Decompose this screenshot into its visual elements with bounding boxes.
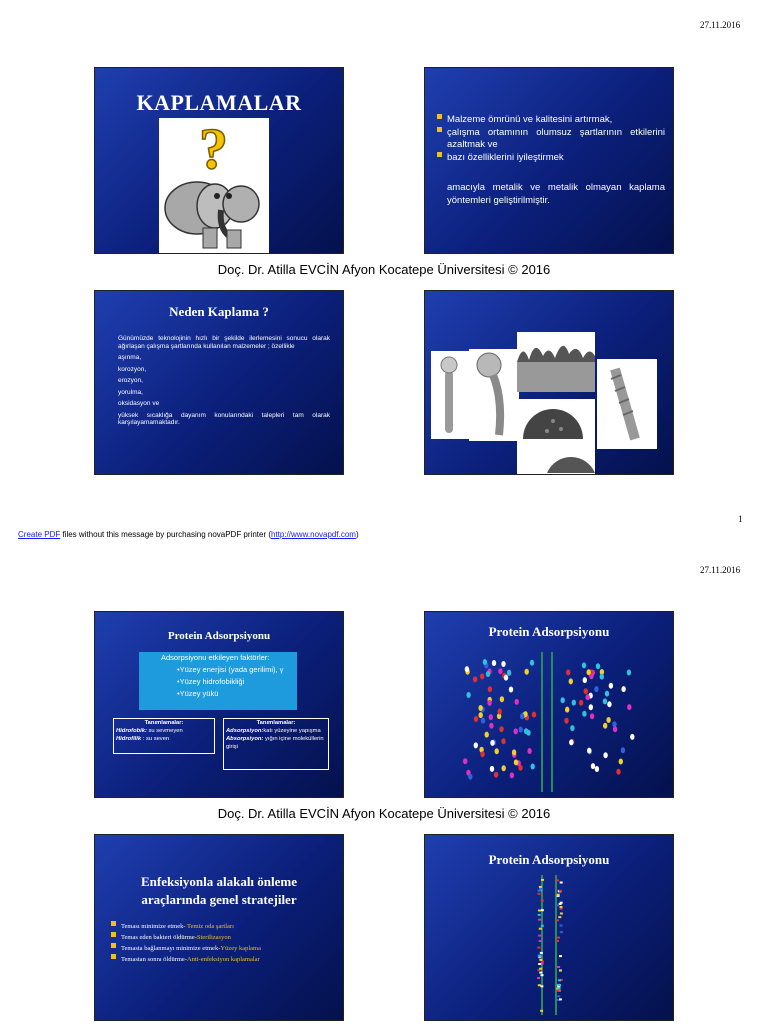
factor-item: •Yüzey hidrofobikliği	[177, 677, 245, 686]
protein-molecule	[586, 694, 590, 700]
slide-title: KAPLAMALAR	[136, 90, 302, 115]
adsorbed-protein	[541, 909, 544, 911]
protein-molecule	[627, 704, 631, 710]
slide-amac	[424, 67, 674, 254]
protein-molecule	[530, 660, 534, 666]
protein-molecule	[594, 686, 598, 692]
list-item	[111, 954, 339, 965]
amac-list	[437, 114, 665, 164]
protein-molecule	[603, 698, 607, 704]
protein-molecule	[566, 669, 570, 675]
protein-molecule	[613, 726, 617, 732]
adsorbed-protein	[538, 910, 541, 912]
adsorbed-protein	[560, 931, 563, 933]
protein-molecule	[569, 739, 573, 745]
neden-body	[118, 335, 330, 427]
protein-molecule	[606, 717, 610, 723]
adsorbed-protein	[558, 916, 561, 918]
adsorbed-protein	[541, 900, 544, 902]
adsorbed-protein	[538, 984, 541, 986]
list-item	[111, 932, 339, 943]
protein-molecule	[607, 701, 611, 707]
list-item: bazı özelliklerini iyileştirmek	[437, 152, 665, 165]
adsorbed-protein	[539, 968, 542, 970]
protein-molecule	[500, 696, 504, 702]
protein-molecule	[561, 697, 565, 703]
protein-molecule	[501, 661, 505, 667]
protein-molecule	[596, 663, 600, 669]
factor-item: •Yüzey enerjisi (yada gerilimi), γ	[177, 665, 284, 674]
protein-molecule	[572, 700, 576, 706]
adsorbed-protein	[559, 998, 562, 1000]
protein-molecule	[519, 727, 523, 733]
protein-molecule	[488, 686, 492, 692]
protein-molecule	[565, 707, 569, 713]
protein-molecule	[621, 747, 625, 753]
protein-molecule	[509, 687, 513, 693]
author-line: Doç. Dr. Atilla EVCİN Afyon Kocatepe Üniversitesi © 2016	[217, 806, 551, 821]
protein-molecule	[612, 721, 616, 727]
adsorbed-protein	[540, 952, 543, 954]
protein-molecule	[595, 766, 599, 772]
adsorbed-proteins	[425, 835, 674, 1021]
protein-molecule	[630, 734, 634, 740]
adsorbed-protein	[560, 882, 563, 884]
footer-end: )	[355, 530, 359, 539]
adsorbed-protein	[538, 893, 541, 895]
strategy-text: Temas eden bakteri öldürme-	[121, 934, 197, 941]
protein-molecule	[490, 766, 494, 772]
amac-text: amacıyla metalik ve metalik olmayan kaplama yöntemleri geliştirilmiştir.	[447, 182, 665, 206]
adsorbed-protein	[539, 972, 542, 974]
protein-molecule	[465, 666, 469, 672]
protein-molecule	[570, 725, 574, 731]
strategy-highlight: Anti-enfeksiyon kaplamalar	[186, 956, 260, 963]
protein-molecule	[473, 676, 477, 682]
adsorbed-protein	[537, 947, 540, 949]
adsorbed-protein	[556, 879, 559, 881]
protein-molecule	[492, 660, 496, 666]
factors-box	[139, 652, 297, 710]
protein-molecule	[501, 738, 505, 744]
porous-coating-photo	[517, 332, 595, 392]
strategy-highlight: Yüzey kaplama	[220, 945, 261, 952]
adsorbed-protein	[538, 963, 541, 965]
protein-molecule	[526, 730, 530, 736]
adsorbed-protein	[557, 894, 560, 896]
protein-molecule	[603, 752, 607, 758]
protein-molecule	[474, 716, 478, 722]
definitions-right	[223, 718, 329, 770]
protein-molecule	[514, 759, 518, 765]
protein-molecule	[502, 765, 506, 771]
adsorbed-protein	[560, 913, 563, 915]
strategy-list	[111, 921, 339, 965]
protein-molecule	[520, 713, 524, 719]
protein-molecule	[527, 748, 531, 754]
protein-molecule	[569, 678, 573, 684]
protein-molecule	[507, 670, 511, 676]
adsorbed-protein	[540, 985, 543, 987]
protein-molecule	[579, 700, 583, 706]
protein-molecule	[498, 668, 502, 674]
protein-molecule	[514, 728, 518, 734]
page2-date: 27.11.2016	[700, 565, 741, 575]
author-line: Doç. Dr. Atilla EVCİN Afyon Kocatepe Üniversitesi © 2016	[217, 262, 551, 277]
protein-molecule	[616, 769, 620, 775]
protein-molecule	[479, 712, 483, 718]
protein-molecule	[512, 749, 516, 755]
protein-molecule	[463, 758, 467, 764]
term: Hidrofobik:	[116, 728, 147, 734]
adsorbed-protein	[541, 974, 544, 976]
protein-molecule	[481, 718, 485, 724]
protein-molecule	[603, 723, 607, 729]
adsorbed-protein	[558, 979, 561, 981]
adsorbed-protein	[556, 904, 559, 906]
protein-molecule	[487, 700, 491, 706]
protein-molecule	[490, 740, 494, 746]
list-item	[111, 921, 339, 932]
protein-molecule	[489, 714, 493, 720]
protein-molecule	[589, 704, 593, 710]
protein-molecule	[619, 759, 623, 765]
adsorbed-protein	[538, 914, 541, 916]
protein-molecule	[584, 688, 588, 694]
adsorbed-protein	[557, 995, 560, 997]
adsorbed-protein	[559, 970, 562, 972]
neden-line: korozyon,	[118, 365, 147, 373]
page-number: 1	[738, 514, 743, 524]
protein-molecule	[480, 751, 484, 757]
acetabular-cup-photo	[517, 399, 595, 474]
slide-protein-adsorption-diagram	[424, 611, 674, 798]
adsorbed-protein	[539, 886, 542, 888]
protein-molecule	[480, 673, 484, 679]
protein-molecule	[468, 774, 472, 780]
slide-title: Protein Adsorpsiyonu	[167, 630, 271, 642]
term: Adsorpsiyon:	[226, 728, 264, 734]
factor-item: •Yüzey yükü	[177, 689, 219, 698]
adsorbed-protein	[539, 959, 542, 961]
protein-molecule	[510, 772, 514, 778]
protein-molecule	[532, 712, 536, 718]
strategy-text: Teması minimize etmek-	[121, 923, 188, 930]
hip-implant-photo	[431, 351, 469, 439]
slide-title: Protein Adsorpsiyonu	[488, 852, 610, 867]
protein-molecule	[587, 748, 591, 754]
slide-title: Neden Kaplama ?	[169, 304, 269, 319]
adsorbed-protein	[539, 940, 542, 942]
protein-molecule	[474, 742, 478, 748]
strategy-text: Temastan sonra öldürme-	[121, 956, 187, 963]
definitions-title: Tanımlamalar:	[144, 720, 184, 726]
protein-molecule	[605, 691, 609, 697]
slide-title: Enfeksiyonla alakalı önleme araçlarında genel stratejiler	[140, 874, 298, 907]
definition: katı yüzeyine yapışma	[263, 728, 321, 734]
adsorbed-protein	[541, 879, 544, 881]
definitions-left	[113, 718, 215, 754]
adsorbed-protein	[538, 919, 541, 921]
slide-kaplamalar	[94, 67, 344, 254]
protein-molecule	[483, 659, 487, 665]
pdf-footer	[18, 530, 359, 539]
protein-molecule	[590, 713, 594, 719]
neden-line: yorulma,	[118, 388, 143, 396]
adsorbed-protein	[557, 966, 560, 968]
svg-text:?: ?	[199, 118, 228, 181]
term: Hidrofilik	[116, 736, 142, 742]
adsorbed-protein	[557, 937, 560, 939]
slide-protein-factors	[94, 611, 344, 798]
neden-outro: yüksek sıcaklığa dayanım konularındaki talepleri tam olarak karşılayamamaktadır.	[118, 411, 330, 426]
protein-molecule	[582, 711, 586, 717]
slide-protein-adsorption-surface	[424, 834, 674, 1021]
adsorbed-protein	[557, 990, 560, 992]
neden-intro: Günümüzde teknolojinin hızlı bir şekilde ilerlemesini sonucu olarak ağırlaşan çalışma şartlarında kullanılan malzemeler ; özellikle	[118, 335, 330, 350]
slide-strategies	[94, 834, 344, 1021]
slide-title: Protein Adsorpsiyonu	[488, 624, 610, 639]
definition: su sevmeyen	[146, 728, 183, 734]
protein-molecule	[494, 772, 498, 778]
adsorbed-protein	[538, 935, 541, 937]
list-item: Malzeme ömrünü ve kalitesini artırmak,	[437, 114, 665, 127]
page1-date: 27.11.2016	[700, 20, 741, 30]
definitions-title: Tanımlamalar:	[256, 720, 296, 726]
neden-line: erozyon,	[118, 377, 143, 384]
adsorbed-protein	[559, 890, 562, 892]
adsorbed-protein	[558, 984, 561, 986]
protein-molecule	[587, 669, 591, 675]
adsorbed-protein	[556, 919, 559, 921]
factors-title: Adsorpsiyonu etkileyen faktörler:	[161, 653, 270, 662]
protein-molecule	[591, 763, 595, 769]
protein-molecule	[525, 669, 529, 675]
adsorbed-protein	[540, 1010, 543, 1012]
adsorbed-protein	[560, 906, 563, 908]
footer-text: files without this message by purchasing novaPDF printer (	[60, 530, 271, 539]
dental-implant-photo	[597, 359, 657, 449]
slide-neden-kaplama	[94, 290, 344, 475]
list-item	[111, 943, 339, 954]
adsorbed-protein	[559, 955, 562, 957]
protein-molecule	[498, 709, 502, 715]
elephant-question-image	[159, 118, 269, 253]
term: Absorpsiyon:	[226, 736, 264, 742]
protein-molecule	[499, 726, 503, 732]
protein-molecule	[582, 662, 586, 668]
femoral-stem-photo	[469, 349, 519, 441]
protein-molecule	[609, 683, 613, 689]
protein-molecule	[518, 765, 522, 771]
protein-molecule	[504, 675, 508, 681]
adsorbed-protein	[538, 955, 541, 957]
protein-molecule	[515, 699, 519, 705]
protein-molecule	[621, 686, 625, 692]
protein-molecule	[489, 723, 493, 729]
protein-molecule	[564, 718, 568, 724]
protein-molecule	[627, 670, 631, 676]
protein-molecule	[583, 677, 587, 683]
protein-molecule	[531, 764, 535, 770]
protein-molecule	[486, 671, 490, 677]
protein-molecule	[600, 674, 604, 680]
novapdf-link[interactable]: http://www.novapdf.com	[271, 530, 356, 539]
protein-molecule	[485, 732, 489, 738]
adsorbed-protein	[539, 928, 542, 930]
neden-line: oksidasyon ve	[118, 400, 160, 407]
neden-line: aşınma,	[118, 354, 142, 361]
adsorbed-protein	[558, 987, 561, 989]
adsorbed-protein	[560, 925, 563, 927]
adsorbed-protein	[537, 977, 540, 979]
protein-molecules	[425, 612, 674, 798]
definition: yığın içine moleküllerin girişi	[226, 736, 324, 750]
protein-molecule	[495, 748, 499, 754]
adsorbed-protein	[538, 890, 541, 892]
list-item: çalışma ortamının olumsuz şartlarının etkilerini azaltmak ve	[437, 127, 665, 152]
strategy-text: Temasta bağlanmayı minimize etmek-	[121, 945, 221, 952]
adsorbed-protein	[541, 925, 544, 927]
definition: : su seven	[141, 736, 170, 742]
adsorbed-protein	[556, 940, 559, 942]
slide-implant-photos	[424, 290, 674, 475]
strategy-highlight: Temiz oda şartları	[187, 923, 234, 930]
protein-molecule	[466, 692, 470, 698]
create-pdf-link[interactable]: Create PDF	[18, 530, 61, 539]
strategy-highlight: Sterilizasyon	[196, 934, 231, 941]
adsorbed-protein	[560, 902, 563, 904]
protein-molecule	[478, 705, 482, 711]
